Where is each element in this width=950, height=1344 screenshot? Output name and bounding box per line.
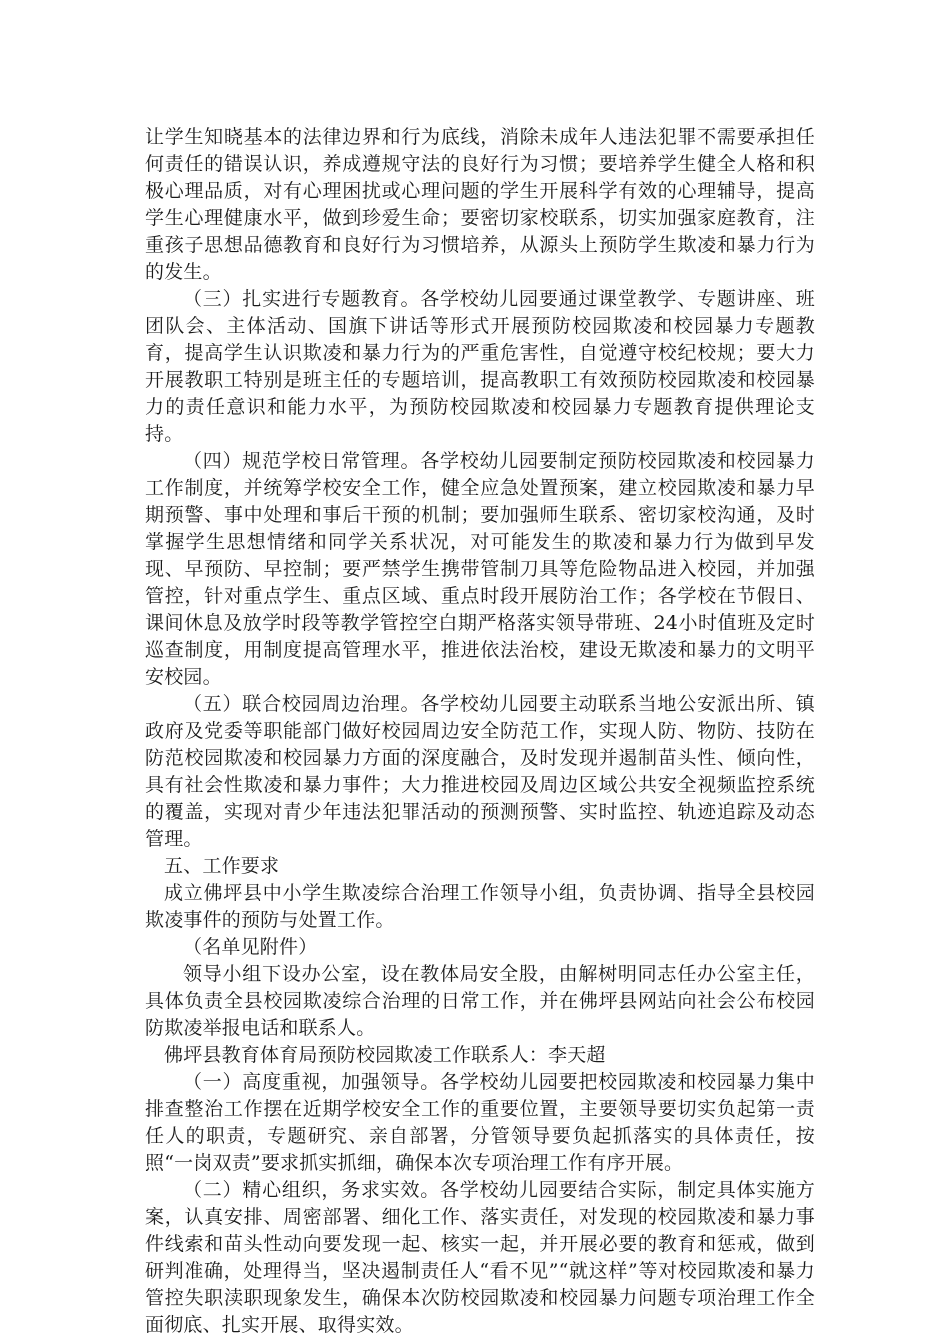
paragraph-3: （四）规范学校日常管理。各学校幼儿园要制定预防校园欺凌和校园暴力工作制度，并统筹学校安全工作，健全应急处置预案，建立校园欺凌和暴力早期预警、事中处理和事后干预的机制；要加强师生联系、密切家校沟通，及时掌握学生思想情绪和同学关系状况，对可能发生的欺凌和暴力行为做到早发现、早预防、早控制；要严禁学生携带管制刀具等危险物品进入校园，并加强管控，针对重点学生、重点区域、重点时段开展防治工作；各学校在节假日、课间休息及放学时段等教学管控空白期严格落实领导带班、24小时值班及定时巡查制度，用制度提高管理水平，推进依法治校，建设无欺凌和暴力的文明平安校园。 [145,450,815,688]
paragraph-2: （三）扎实进行专题教育。各学校幼儿园要通过课堂教学、专题讲座、班团队会、主体活动、国旗下讲话等形式开展预防校园欺凌和校园暴力专题教育，提高学生认识欺凌和暴力行为的严重危害性，自觉遵守校纪校规；要大力开展教职工特别是班主任的专题培训，提高教职工有效预防校园欺凌和校园暴力的责任意识和能力水平，为预防校园欺凌和校园暴力专题教育提供理论支持。 [145,288,815,445]
paragraph-11: （二）精心组织，务求实效。各学校幼儿园要结合实际，制定具体实施方案，认真安排、周密部署、细化工作、落实责任，对发现的校园欺凌和暴力事件线索和苗头性动向要发现一起、核实一起，并开展必要的教育和惩戒，做到研判准确，处理得当，坚决遏制责任人“看不见”“就这样”等对校园欺凌和暴力管控失职渎职现象发生，确保本次防校园欺凌和校园暴力问题专项治理工作全面彻底、扎实开展、取得实效。 [145,1179,815,1336]
document-page [145,124,815,1339]
paragraph-7: （名单见附件） [183,936,318,958]
paragraph-10: （一）高度重视，加强领导。各学校幼儿园要把校园欺凌和校园暴力集中排查整治工作摆在近期学校安全工作的重要位置，主要领导要切实负起第一责任人的职责，专题研究、亲自部署，分管领导要负起抓落实的具体责任，按照“一岗双责”要求抓实抓细，确保本次专项治理工作有序开展。 [145,1071,815,1174]
section-heading-work-requirements: 五、工作要求 [164,855,280,877]
paragraph-8: 领导小组下设办公室，设在教体局安全股，由解树明同志任办公室主任，具体负责全县校园欺凌综合治理的日常工作，并在佛坪县网站向社会公布校园防欺凌举报电话和联系人。 [145,963,815,1039]
paragraph-4: （五）联合校园周边治理。各学校幼儿园要主动联系当地公安派出所、镇政府及党委等职能部门做好校园周边安全防范工作，实现人防、物防、技防在防范校园欺凌和校园暴力方面的深度融合，及时发现并遏制苗头性、倾向性，具有社会性欺凌和暴力事件；大力推进校园及周边区域公共安全视频监控系统的覆盖，实现对青少年违法犯罪活动的预测预警、实时监控、轨迹追踪及动态管理。 [145,693,815,850]
paragraph-6: 成立佛坪县中小学生欺凌综合治理工作领导小组，负责协调、指导全县校园欺凌事件的预防与处置工作。 [145,882,815,931]
paragraph-9: 佛坪县教育体育局预防校园欺凌工作联系人：李天超 [164,1044,606,1066]
paragraph-1: 让学生知晓基本的法律边界和行为底线，消除未成年人违法犯罪不需要承担任何责任的错误认识，养成遵规守法的良好行为习惯；要培养学生健全人格和积极心理品质，对有心理困扰或心理问题的学生开展科学有效的心理辅导，提高学生心理健康水平，做到珍爱生命；要密切家校联系，切实加强家庭教育，注重孩子思想品德教育和良好行为习惯培养，从源头上预防学生欺凌和暴力行为的发生。 [145,126,815,283]
